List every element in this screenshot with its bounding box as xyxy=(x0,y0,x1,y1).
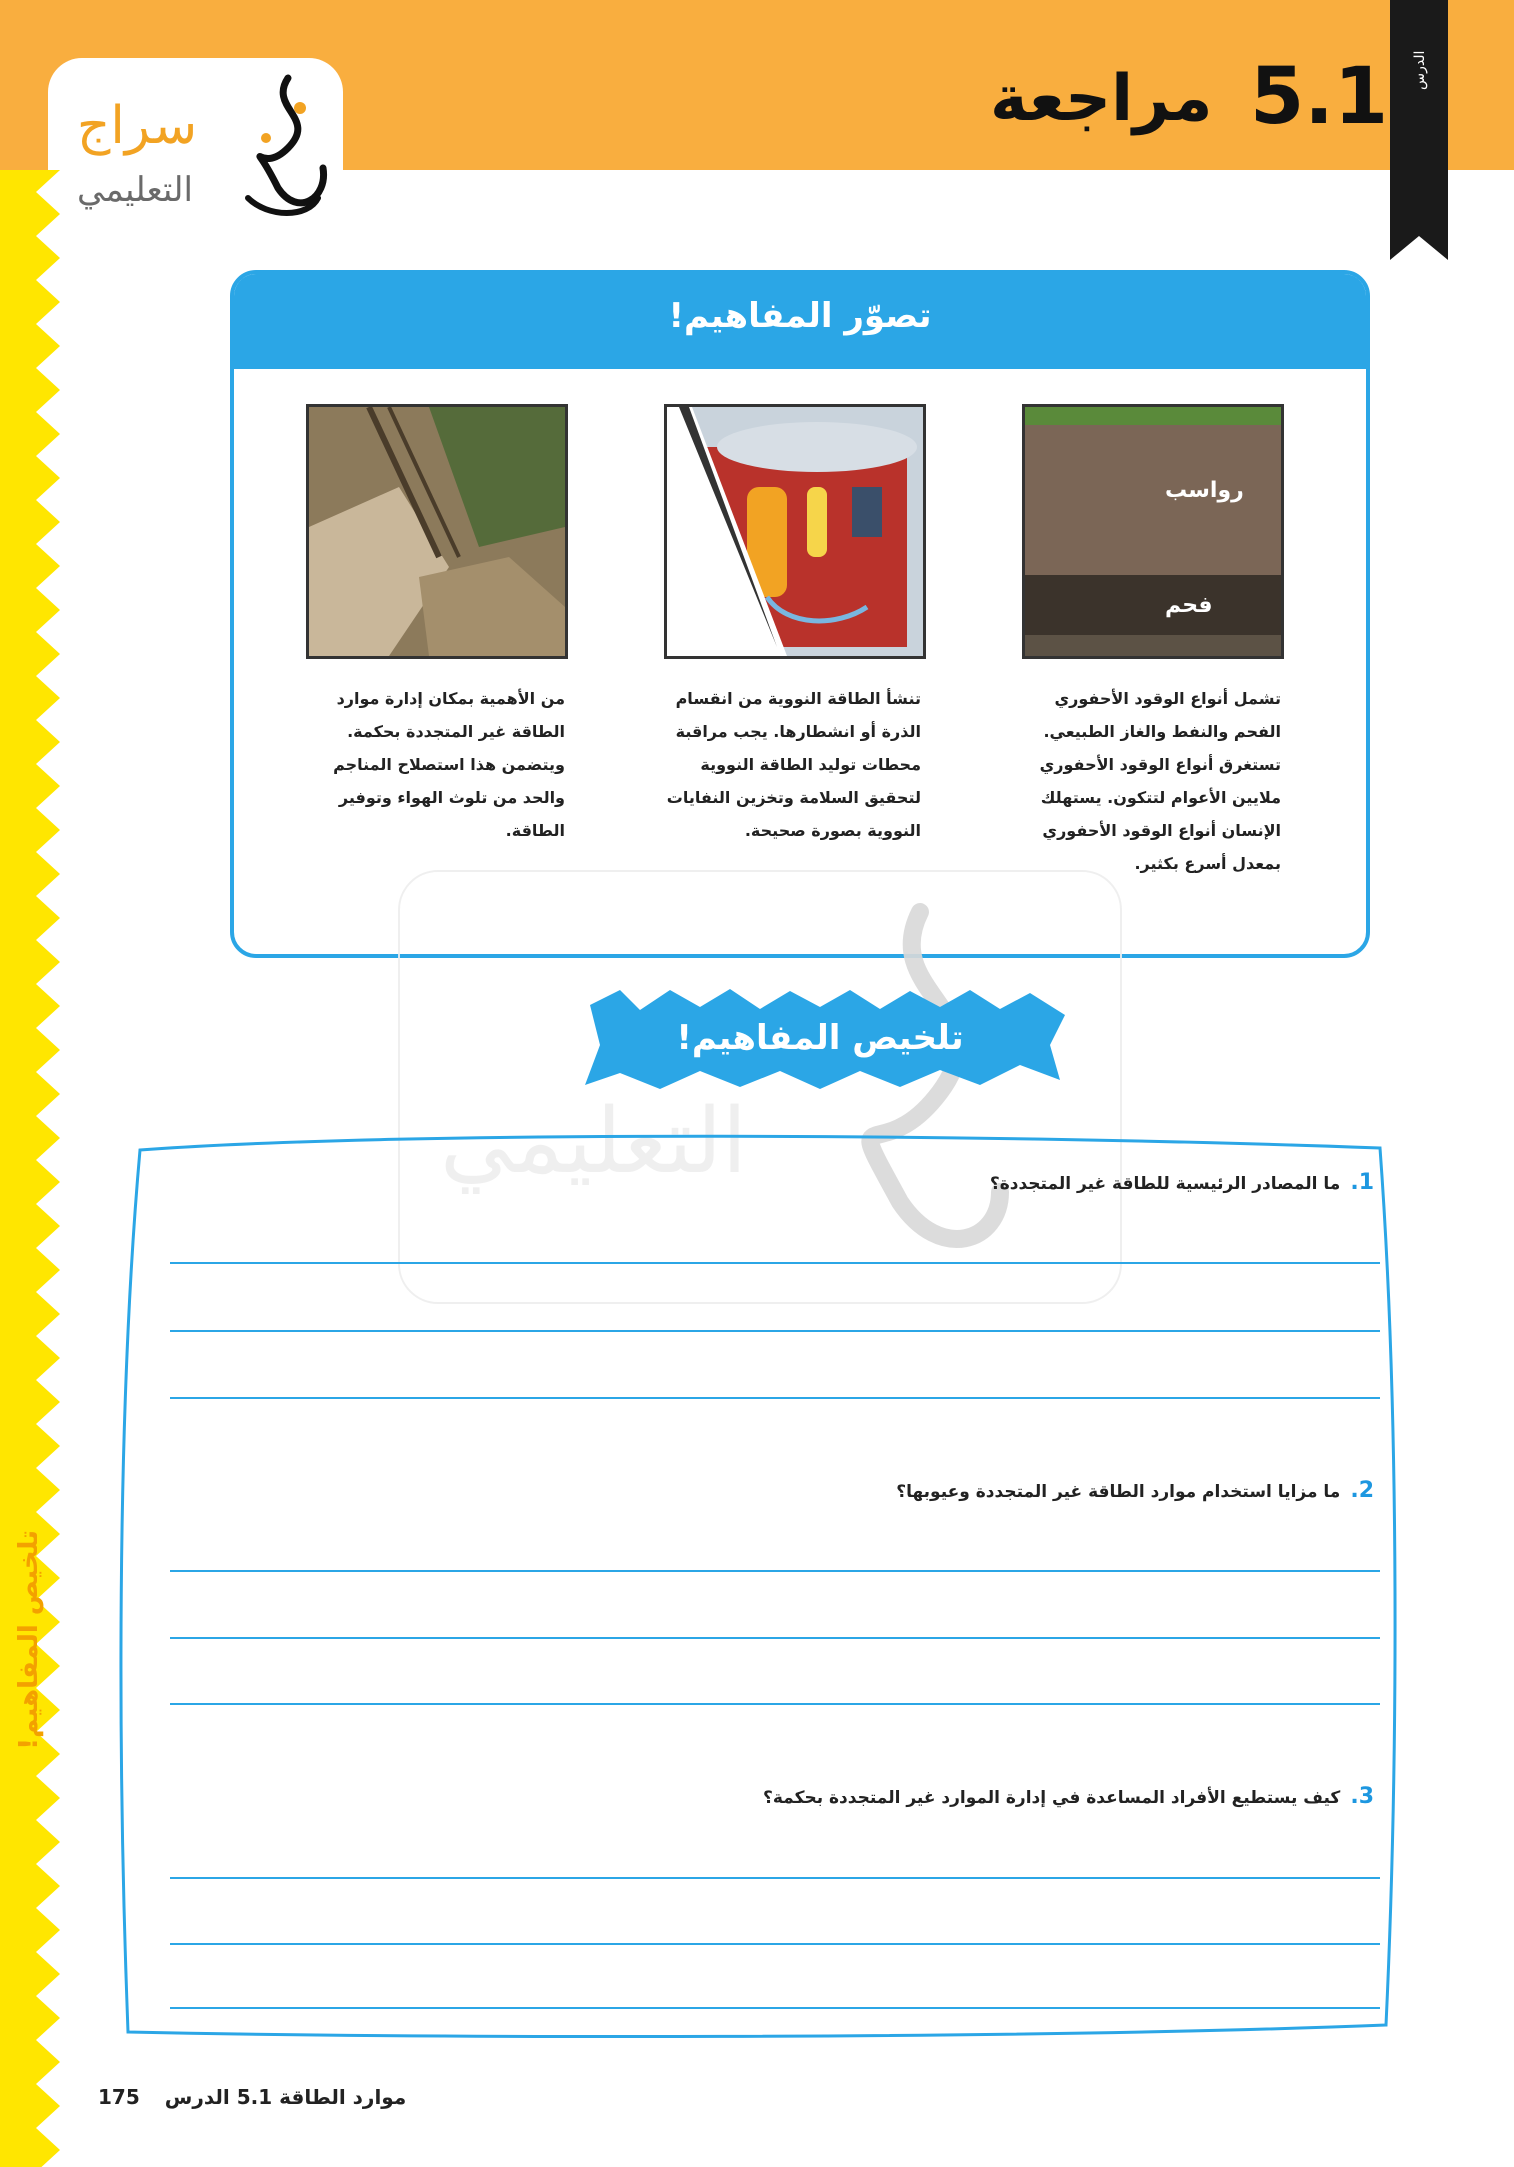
nuclear-reactor-image xyxy=(664,404,926,659)
lesson-title: موارد الطاقة xyxy=(279,2085,407,2109)
answer-line[interactable] xyxy=(170,1570,1380,1572)
question-2-text: ما مزايا استخدام موارد الطاقة غير المتجددة وعيوبها؟ xyxy=(896,1482,1341,1502)
question-1 xyxy=(990,1170,1374,1195)
footer xyxy=(98,2085,406,2109)
caption-fossil-fuels: تشمل أنواع الوقود الأحفوري الفحم والنفط والغاز الطبيعي. تستغرق أنواع الوقود الأحفوري ملايين الأعوام لتتكون. يستهلك الإنسان أنواع الوقود الأحفوري بمعدل أسرع بكثير. xyxy=(1039,689,1281,873)
concepts-panel xyxy=(230,270,1370,958)
question-3 xyxy=(763,1784,1374,1809)
bookmark-label: الدرس xyxy=(1412,50,1428,90)
section-title: مراجعة xyxy=(990,62,1213,136)
section-number: 5.1 xyxy=(1250,52,1389,142)
answer-line[interactable] xyxy=(170,1703,1380,1705)
question-1-number: 1. xyxy=(1350,1170,1374,1195)
answer-line[interactable] xyxy=(170,1943,1380,1945)
lesson-number: 5.1 xyxy=(236,2085,273,2109)
question-2-number: 2. xyxy=(1350,1478,1374,1503)
question-3-number: 3. xyxy=(1350,1784,1374,1809)
answer-line[interactable] xyxy=(170,1637,1380,1639)
caption-conservation: من الأهمية بمكان إدارة موارد الطاقة غير المتجددة بحكمة. ويتضمن هذا استصلاح المناجم والحد من تلوث الهواء وتوفير الطاقة. xyxy=(333,689,565,840)
logo-name: سراج xyxy=(76,96,198,156)
page-number: 175 xyxy=(98,2085,140,2109)
side-strip xyxy=(0,170,78,2167)
answer-line[interactable] xyxy=(170,1877,1380,1879)
logo-tagline: التعليمي xyxy=(77,170,193,210)
question-3-text: كيف يستطيع الأفراد المساعدة في إدارة الموارد غير المتجددة بحكمة؟ xyxy=(763,1788,1341,1808)
answer-line[interactable] xyxy=(170,1397,1380,1399)
soil-label-coal: فحم xyxy=(1165,593,1213,618)
summary-title: تلخيص المفاهيم! xyxy=(676,1018,964,1058)
bookmark-ribbon xyxy=(1390,0,1448,260)
soil-label-sediment: رواسب xyxy=(1165,478,1244,503)
caption-nuclear-energy: تنشأ الطاقة النووية من انقسام الذرة أو انشطارها. يجب مراقبة محطات توليد الطاقة النووية لتحقيق السلامة وتخزين النفايات النووية بصورة صحيحة. xyxy=(666,689,921,840)
side-label: تلخيص المفاهيم! xyxy=(14,1530,44,1750)
watermark-tagline: التعليمي xyxy=(440,1089,748,1194)
question-2 xyxy=(896,1478,1374,1503)
answer-line[interactable] xyxy=(170,2007,1380,2009)
strip-mine-image xyxy=(306,404,568,659)
questions-frame xyxy=(110,1120,1400,2045)
answer-line[interactable] xyxy=(170,1330,1380,1332)
logo-calligraphy-icon xyxy=(228,68,338,228)
answer-line[interactable] xyxy=(170,1262,1380,1264)
soil-layers-image xyxy=(1022,404,1284,659)
concepts-title: تصوّر المفاهيم! xyxy=(668,296,932,336)
lesson-prefix: الدرس xyxy=(164,2085,230,2109)
question-1-text: ما المصادر الرئيسية للطاقة غير المتجددة؟ xyxy=(989,1174,1341,1194)
